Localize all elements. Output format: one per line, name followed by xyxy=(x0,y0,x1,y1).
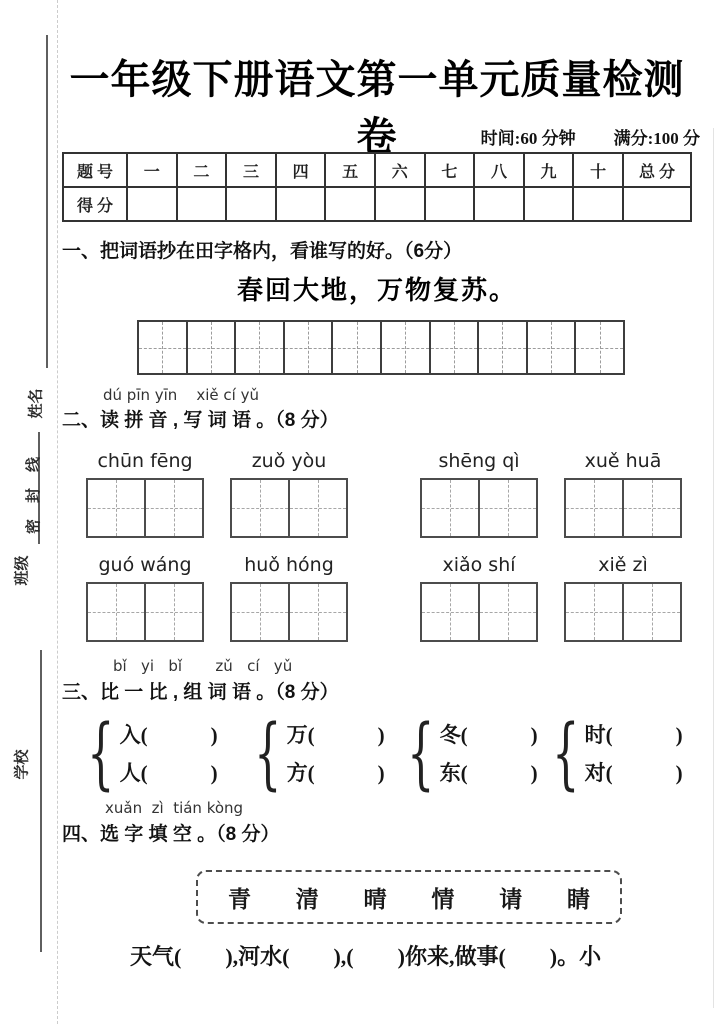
choice-char: 情 xyxy=(431,886,455,912)
pinyin-word: shēng qì xyxy=(438,450,520,472)
word-group xyxy=(86,450,204,538)
tianzige-cell xyxy=(139,322,186,373)
score-cell xyxy=(226,187,276,221)
tianzige-cell xyxy=(331,322,380,373)
tianzige-cell xyxy=(422,584,478,640)
pair-top: 万( ) xyxy=(286,723,385,747)
section3-pinyin: bǐ yi bǐ zǔ cí yǔ xyxy=(113,657,293,675)
brace-glyph: { xyxy=(552,709,580,799)
total-score-cell xyxy=(623,187,691,221)
pair-bottom: 东( ) xyxy=(439,761,538,785)
pinyin-word: xiǎo shí xyxy=(442,554,516,576)
name-label: 姓名 xyxy=(28,388,45,419)
seal-line-label: 密封线 xyxy=(26,440,43,535)
choice-char: 晴 xyxy=(363,886,387,912)
qnum-cell: 七 xyxy=(425,153,475,187)
pinyin-word: xuě huā xyxy=(584,450,662,472)
qnum-cell: 六 xyxy=(375,153,425,187)
word-pair xyxy=(243,709,385,799)
copy-phrase: 春回大地，万物复苏。 xyxy=(236,276,517,305)
brace-glyph: { xyxy=(407,709,435,799)
fill-in-sentence: 天气( ),河水( ),( )你来,做事( )。小 xyxy=(130,944,602,969)
tianzige-cell xyxy=(477,322,526,373)
character-choice-box xyxy=(196,870,622,924)
answer-box xyxy=(230,478,348,538)
tianzige-cell xyxy=(566,480,622,536)
tianzige-cell xyxy=(144,480,202,536)
pinyin-word: zuǒ yòu xyxy=(251,450,327,472)
tianzige-cell xyxy=(622,584,680,640)
compare-words-block xyxy=(62,709,706,804)
word-group xyxy=(564,554,682,642)
pair-top: 冬( ) xyxy=(439,723,538,747)
score-row-label: 得 分 xyxy=(63,187,127,221)
word-pair xyxy=(76,709,218,799)
class-label: 班级 xyxy=(14,555,31,586)
pinyin-word: chūn fēng xyxy=(97,450,193,472)
brace-glyph: { xyxy=(254,709,282,799)
tianzige-cell xyxy=(422,480,478,536)
pair-top: 入( ) xyxy=(119,723,218,747)
total-header-cell: 总 分 xyxy=(623,153,691,187)
word-group xyxy=(230,554,348,642)
qnum-cell: 一 xyxy=(127,153,177,187)
corner-cell: 题 号 xyxy=(63,153,127,187)
tianzige-cell xyxy=(88,480,144,536)
tianzige-cell xyxy=(380,322,429,373)
tianzige-cell xyxy=(186,322,235,373)
choice-char: 清 xyxy=(295,886,319,912)
section3-heading: 三、比 一 比 , 组 词 语 。（8 分） xyxy=(62,682,339,703)
score-cell xyxy=(524,187,574,221)
choice-char: 青 xyxy=(228,886,251,912)
pair-bottom: 方( ) xyxy=(286,761,385,785)
choice-char: 睛 xyxy=(566,886,590,912)
fold-dashed-line xyxy=(57,0,58,1024)
qnum-cell: 四 xyxy=(276,153,326,187)
tianzige-cell xyxy=(232,584,288,640)
answer-box xyxy=(230,582,348,642)
tianzige-cell xyxy=(288,480,346,536)
tianzige-cell xyxy=(526,322,575,373)
tianzige-cell xyxy=(478,584,536,640)
score-table xyxy=(62,152,692,222)
score-cell xyxy=(573,187,623,221)
tianzige-cell xyxy=(283,322,332,373)
score-cell xyxy=(425,187,475,221)
word-pair xyxy=(541,709,683,799)
tianzige-cell xyxy=(429,322,478,373)
score-cell xyxy=(177,187,227,221)
word-group xyxy=(230,450,348,538)
answer-box xyxy=(86,582,204,642)
name-blank-line xyxy=(46,35,48,368)
pinyin-word: huǒ hóng xyxy=(244,554,334,576)
word-pair xyxy=(396,709,538,799)
pinyin-word: xiě zì xyxy=(598,554,648,576)
section4-pinyin: xuǎn zì tián kòng xyxy=(105,799,244,817)
qnum-cell: 二 xyxy=(177,153,227,187)
tianzige-cell xyxy=(88,584,144,640)
tianzige-cell xyxy=(574,322,623,373)
section2-pinyin: dú pīn yīn xiě cí yǔ xyxy=(103,386,259,404)
pinyin-word: guó wáng xyxy=(98,554,192,576)
time-limit: 时间:60 分钟 xyxy=(480,129,576,148)
scan-page-edge xyxy=(713,128,714,1008)
word-group xyxy=(420,450,538,538)
qnum-cell: 十 xyxy=(573,153,623,187)
tianzige-cell xyxy=(288,584,346,640)
score-cell xyxy=(276,187,326,221)
brace-glyph: { xyxy=(87,709,115,799)
tianzige-cell xyxy=(478,480,536,536)
word-group xyxy=(420,554,538,642)
answer-box xyxy=(564,478,682,538)
tianzige-cell xyxy=(622,480,680,536)
pair-bottom: 人( ) xyxy=(119,761,218,785)
score-cell xyxy=(127,187,177,221)
section1-heading: 一、把词语抄在田字格内，看谁写的好。（6分） xyxy=(62,241,463,262)
pair-top: 时( ) xyxy=(584,723,683,747)
qnum-cell: 九 xyxy=(524,153,574,187)
section2-heading: 二、读 拼 音 , 写 词 语 。（8 分） xyxy=(62,410,339,431)
tianzige-cell xyxy=(232,480,288,536)
school-label: 学校 xyxy=(14,749,31,780)
full-score: 满分:100 分 xyxy=(613,129,700,148)
answer-box xyxy=(564,582,682,642)
tianzige-cell xyxy=(234,322,283,373)
score-cell xyxy=(474,187,524,221)
tianzige-cell xyxy=(144,584,202,640)
qnum-cell: 五 xyxy=(325,153,375,187)
score-cell xyxy=(375,187,425,221)
pair-bottom: 对( ) xyxy=(584,761,683,785)
answer-box xyxy=(420,478,538,538)
question-number-row xyxy=(63,153,691,187)
word-group xyxy=(86,554,204,642)
page-title: 一年级下册语文第一单元质量检测卷 xyxy=(69,58,685,159)
score-row xyxy=(63,187,691,221)
section4-heading: 四、选 字 填 空 。（8 分） xyxy=(62,824,280,845)
qnum-cell: 三 xyxy=(226,153,276,187)
answer-box xyxy=(86,478,204,538)
tianzige-cell xyxy=(566,584,622,640)
word-group xyxy=(564,450,682,538)
school-blank-line xyxy=(40,650,42,952)
score-cell xyxy=(325,187,375,221)
choice-char: 请 xyxy=(499,886,523,912)
qnum-cell: 八 xyxy=(474,153,524,187)
exam-meta xyxy=(300,124,700,149)
tianzige-copy-grid xyxy=(137,320,625,375)
answer-box xyxy=(420,582,538,642)
